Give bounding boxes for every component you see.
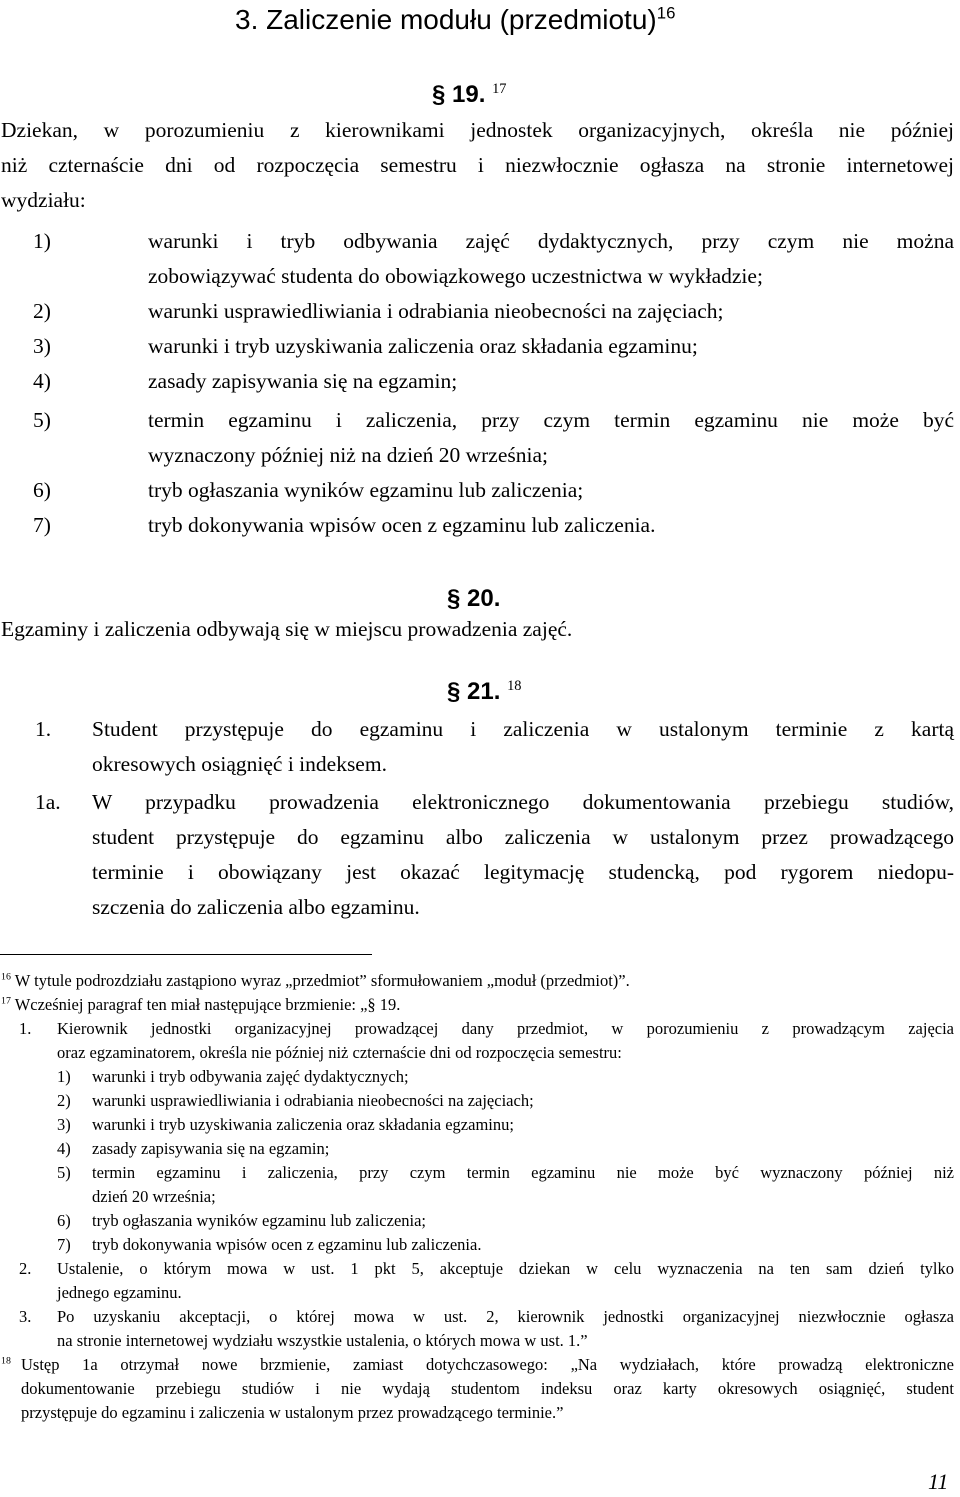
footnote-ref-16[interactable]: 16 [656, 3, 676, 23]
footnote-number: 17 [1, 995, 11, 1007]
fn17-sub-number: 4) [57, 1139, 71, 1158]
fn17-p1-line-1: Kierownik jednostki organizacyjnej prowadzącej dany przedmiot, w porozumieniu z prowadzącym zajęcia [57, 1019, 954, 1038]
intro-line-2: niż czternaście dni od rozpoczęcia semestru i niezwłocznie ogłasza na stronie internetowej [1, 153, 954, 177]
fn17-sub-text: zasady zapisywania się na egzamin; [92, 1139, 330, 1158]
fn17-p2-number: 2. [19, 1259, 32, 1278]
item-number: 4) [33, 369, 51, 393]
fn17-sub-text: warunki i tryb uzyskiwania zaliczenia oraz składania egzaminu; [92, 1115, 514, 1134]
item-text: W przypadku prowadzenia elektronicznego dokumentowania przebiegu studiów, [92, 790, 954, 814]
footnote-16 [1, 969, 630, 993]
item-number: 5) [33, 408, 51, 432]
intro-line-1: Dziekan, w porozumieniu z kierownikami jednostek organizacyjnych, określa nie później [1, 118, 954, 142]
fn17-sub-text: termin egzaminu i zaliczenia, przy czym termin egzaminu nie może być wyznaczony później niż [92, 1163, 954, 1182]
footnote-ref-18[interactable]: 18 [507, 678, 522, 694]
item-text: warunki i tryb odbywania zajęć dydaktycznych, przy czym nie można [148, 229, 954, 253]
fn17-sub-number: 1) [57, 1067, 71, 1086]
item-text: termin egzaminu i zaliczenia, przy czym termin egzaminu nie może być [148, 408, 954, 432]
fn17-sub-text: tryb ogłaszania wyników egzaminu lub zaliczenia; [92, 1211, 427, 1230]
fn17-sub-text: warunki usprawiedliwiania i odrabiania nieobecności na zajęciach; [92, 1091, 534, 1110]
footnote-ref-17[interactable]: 17 [492, 81, 507, 97]
item-text: terminie i obowiązany jest okazać legitymację studencką, pod rygorem niedopu- [92, 860, 954, 884]
footnote-separator [0, 954, 372, 955]
paragraph-20-mark: § 20. [447, 585, 501, 612]
fn17-sub-text: warunki i tryb odbywania zajęć dydaktycznych; [92, 1067, 409, 1086]
item-text: warunki i tryb uzyskiwania zaliczenia oraz składania egzaminu; [148, 334, 698, 358]
page-number: 11 [928, 1469, 949, 1494]
paragraph-19-label: § 19. [432, 81, 486, 108]
paragraph-19-mark [432, 80, 506, 110]
item-number: 2) [33, 299, 51, 323]
footnote-number: 16 [1, 971, 11, 983]
item-text: wyznaczony później niż na dzień 20 września; [148, 443, 548, 467]
footnote-18-number [1, 1353, 11, 1377]
footnote-17 [1, 993, 400, 1017]
item-number: 1) [33, 229, 51, 253]
item-text: warunki usprawiedliwiania i odrabiania nieobecności na zajęciach; [148, 299, 724, 323]
item-number: 3) [33, 334, 51, 358]
fn17-sub-number: 3) [57, 1115, 71, 1134]
fn17-p3-line-1: Po uzyskaniu akceptacji, o której mowa w ust. 2, kierownik jednostki organizacyjnej niezwłocznie ogłasza [57, 1307, 954, 1326]
item-text: zobowiązywać studenta do obowiązkowego uczestnictwa w wykładzie; [148, 264, 763, 288]
item-text: tryb dokonywania wpisów ocen z egzaminu lub zaliczenia. [148, 513, 656, 537]
fn17-p1-line-2: oraz egzaminatorem, określa nie później niż czternaście dni od rozpoczęcia semestru: [57, 1043, 622, 1062]
item-text: Student przystępuje do egzaminu i zaliczenia w ustalonym terminie z kartą [92, 717, 954, 741]
item-number: 1a. [35, 790, 61, 814]
fn17-p3-number: 3. [19, 1307, 32, 1326]
paragraph-20-text: Egzaminy i zaliczenia odbywają się w miejscu prowadzenia zajęć. [1, 617, 573, 641]
paragraph-21-mark [447, 677, 521, 707]
fn17-sub-text: tryb dokonywania wpisów ocen z egzaminu lub zaliczenia. [92, 1235, 482, 1254]
fn18-line-2: dokumentowanie przebiegu studiów i nie wydają studentom indeksu oraz karty okresowych osiągnięć, student [21, 1379, 954, 1398]
section-heading [235, 0, 675, 40]
fn17-p2-line-2: jednego egzaminu. [57, 1283, 182, 1302]
fn17-p3-line-2: na stronie internetowej wydziału wszystkie ustalenia, o których mowa w ust. 1.” [57, 1331, 588, 1350]
item-text: student przystępuje do egzaminu albo zaliczenia w ustalonym przez prowadzącego [92, 825, 954, 849]
footnote-text: W tytule podrozdziału zastąpiono wyraz „przedmiot” sformułowaniem „moduł (przedmiot)”. [14, 971, 630, 990]
fn18-line-1: Ustęp 1a otrzymał nowe brzmienie, zamiast dotychczasowego: „Na wydziałach, które prowadzą elektroniczne [21, 1355, 954, 1374]
item-text: zasady zapisywania się na egzamin; [148, 369, 458, 393]
item-text: szczenia do zaliczenia albo egzaminu. [92, 895, 420, 919]
fn17-sub-number: 2) [57, 1091, 71, 1110]
fn17-sub-number: 6) [57, 1211, 71, 1230]
item-number: 7) [33, 513, 51, 537]
heading-title: 3. Zaliczenie modułu (przedmiotu) [235, 4, 657, 35]
footnote-number: 18 [1, 1355, 11, 1367]
fn17-p2-line-1: Ustalenie, o którym mowa w ust. 1 pkt 5, akceptuje dziekan w celu wyznaczenia na ten sam dzień tylko [57, 1259, 954, 1278]
item-text: okresowych osiągnięć i indeksem. [92, 752, 387, 776]
item-number: 1. [35, 717, 52, 741]
intro-line-3: wydziału: [1, 188, 86, 212]
fn18-line-3: przystępuje do egzaminu i zaliczenia w ustalonym przez prowadzącego terminie.” [21, 1403, 564, 1422]
item-text: tryb ogłaszania wyników egzaminu lub zaliczenia; [148, 478, 584, 502]
fn17-sub-number: 7) [57, 1235, 71, 1254]
item-number: 6) [33, 478, 51, 502]
fn17-sub-number: 5) [57, 1163, 71, 1182]
footnote-text: Wcześniej paragraf ten miał następujące brzmienie: „§ 19. [14, 995, 401, 1014]
fn17-sub-text: dzień 20 września; [92, 1187, 216, 1206]
fn17-p1-number: 1. [19, 1019, 32, 1038]
paragraph-21-label: § 21. [447, 678, 501, 705]
